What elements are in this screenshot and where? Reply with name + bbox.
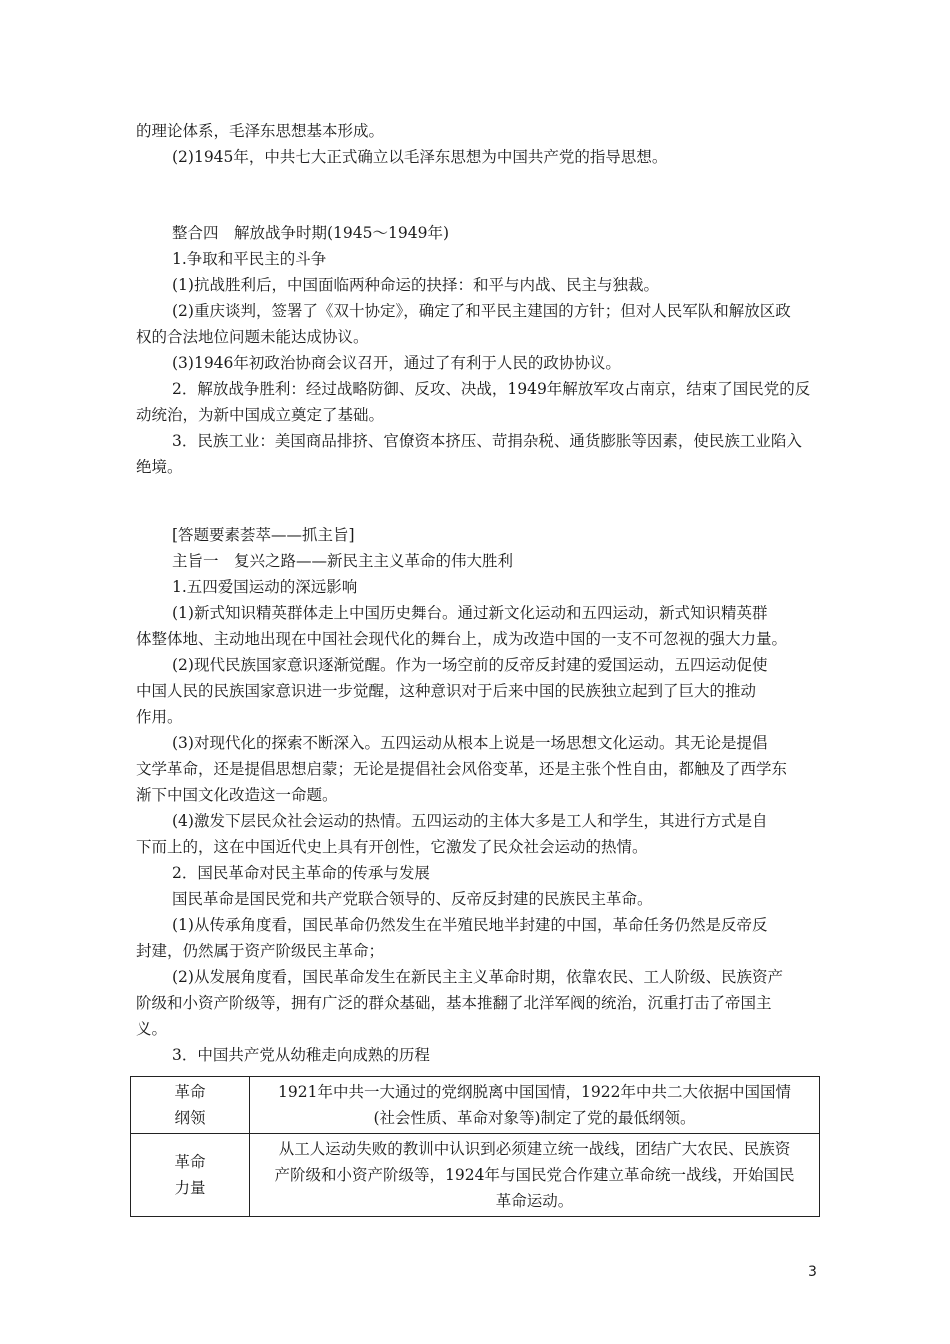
text-line: (3)对现代化的探索不断深入。五四运动从根本上说是一场思想文化运动。其无论是提倡	[172, 734, 768, 752]
text-line: (2)从发展角度看，国民革命发生在新民主主义革命时期，依靠农民、工人阶级、民族资产	[172, 968, 783, 986]
text-line: 主旨一 复兴之路——新民主主义革命的伟大胜利	[172, 552, 514, 570]
text-line: 绝境。	[136, 458, 183, 476]
table-row-header	[131, 1134, 250, 1217]
table-row-header-line: 力量	[174, 1179, 206, 1197]
text-line: 的理论体系，毛泽东思想基本形成。	[136, 122, 385, 140]
text-line: 渐下中国文化改造这一命题。	[136, 786, 338, 804]
text-line: (2)重庆谈判，签署了《双十协定》，确定了和平民主建国的方针；但对人民军队和解放区政	[172, 302, 791, 320]
table-cell-line: (社会性质、革命对象等)制定了党的最低纲领。	[373, 1109, 696, 1127]
table-cell	[250, 1077, 820, 1134]
history-table	[130, 1076, 820, 1217]
text-line: (1)新式知识精英群体走上中国历史舞台。通过新文化运动和五四运动，新式知识精英群	[172, 604, 768, 622]
text-line: 中国人民的民族国家意识进一步觉醒，这种意识对于后来中国的民族独立起到了巨大的推动	[136, 682, 757, 700]
text-line: 下而上的，这在中国近代史上具有开创性，它激发了民众社会运动的热情。	[136, 838, 648, 856]
text-line: (4)激发下层民众社会运动的热情。五四运动的主体大多是工人和学生，其进行方式是自	[172, 812, 768, 830]
page-number: 3	[808, 1264, 817, 1280]
text-line: 3．中国共产党从幼稚走向成熟的历程	[172, 1046, 430, 1064]
text-line: 封建，仍然属于资产阶级民主革命；	[136, 942, 385, 960]
table-cell-line: 革命运动。	[495, 1192, 574, 1210]
text-line: 1.五四爱国运动的深远影响	[172, 578, 358, 596]
text-line: 义。	[136, 1020, 168, 1038]
table-cell-line: 产阶级和小资产阶级等，1924年与国民党合作建立革命统一战线，开始国民	[274, 1166, 795, 1184]
text-line: 国民革命是国民党和共产党联合领导的、反帝反封建的民族民主革命。	[172, 890, 653, 908]
table-row-header	[131, 1077, 250, 1134]
table-cell-line: 从工人运动失败的教训中认识到必须建立统一战线，团结广大农民、民族资	[278, 1140, 791, 1158]
text-line: 动统治，为新中国成立奠定了基础。	[136, 406, 385, 424]
section-heading: 整合四 解放战争时期(1945～1949年)	[172, 224, 449, 242]
table-row	[131, 1077, 820, 1134]
table-row-header-line: 革命	[174, 1153, 206, 1171]
text-line: 2．解放战争胜利：经过战略防御、反攻、决战，1949年解放军攻占南京，结束了国民党的反	[172, 380, 811, 398]
section-heading: [答题要素荟萃——抓主旨]	[172, 526, 355, 544]
table-row-header-line: 革命	[174, 1083, 206, 1101]
text-line: 3．民族工业：美国商品排挤、官僚资本挤压、苛捐杂税、通货膨胀等因素，使民族工业陷入	[172, 432, 802, 450]
text-line: 权的合法地位问题未能达成协议。	[136, 328, 369, 346]
text-line: (3)1946年初政治协商会议召开，通过了有利于人民的政协协议。	[172, 354, 621, 372]
table-row-header-line: 纲领	[174, 1109, 206, 1127]
text-line: 2．国民革命对民主革命的传承与发展	[172, 864, 430, 882]
table-cell-line: 1921年中共一大通过的党纲脱离中国国情，1922年中共二大依据中国国情	[278, 1083, 791, 1101]
text-line: (2)1945年，中共七大正式确立以毛泽东思想为中国共产党的指导思想。	[172, 148, 668, 166]
text-line: 体整体地、主动地出现在中国社会现代化的舞台上，成为改造中国的一支不可忽视的强大力量。	[136, 630, 788, 648]
text-line: (1)从传承角度看，国民革命仍然发生在半殖民地半封建的中国，革命任务仍然是反帝反	[172, 916, 768, 934]
text-line: (2)现代民族国家意识逐渐觉醒。作为一场空前的反帝反封建的爱国运动，五四运动促使	[172, 656, 768, 674]
text-line: (1)抗战胜利后，中国面临两种命运的抉择：和平与内战、民主与独裁。	[172, 276, 659, 294]
table-row	[131, 1134, 820, 1217]
text-line: 文学革命，还是提倡思想启蒙；无论是提倡社会风俗变革，还是主张个性自由，都触及了西学东	[136, 760, 788, 778]
text-line: 作用。	[136, 708, 183, 726]
table-cell	[250, 1134, 820, 1217]
text-line: 1.争取和平民主的斗争	[172, 250, 327, 268]
text-line: 阶级和小资产阶级等，拥有广泛的群众基础，基本推翻了北洋军阀的统治，沉重打击了帝国主	[136, 994, 772, 1012]
